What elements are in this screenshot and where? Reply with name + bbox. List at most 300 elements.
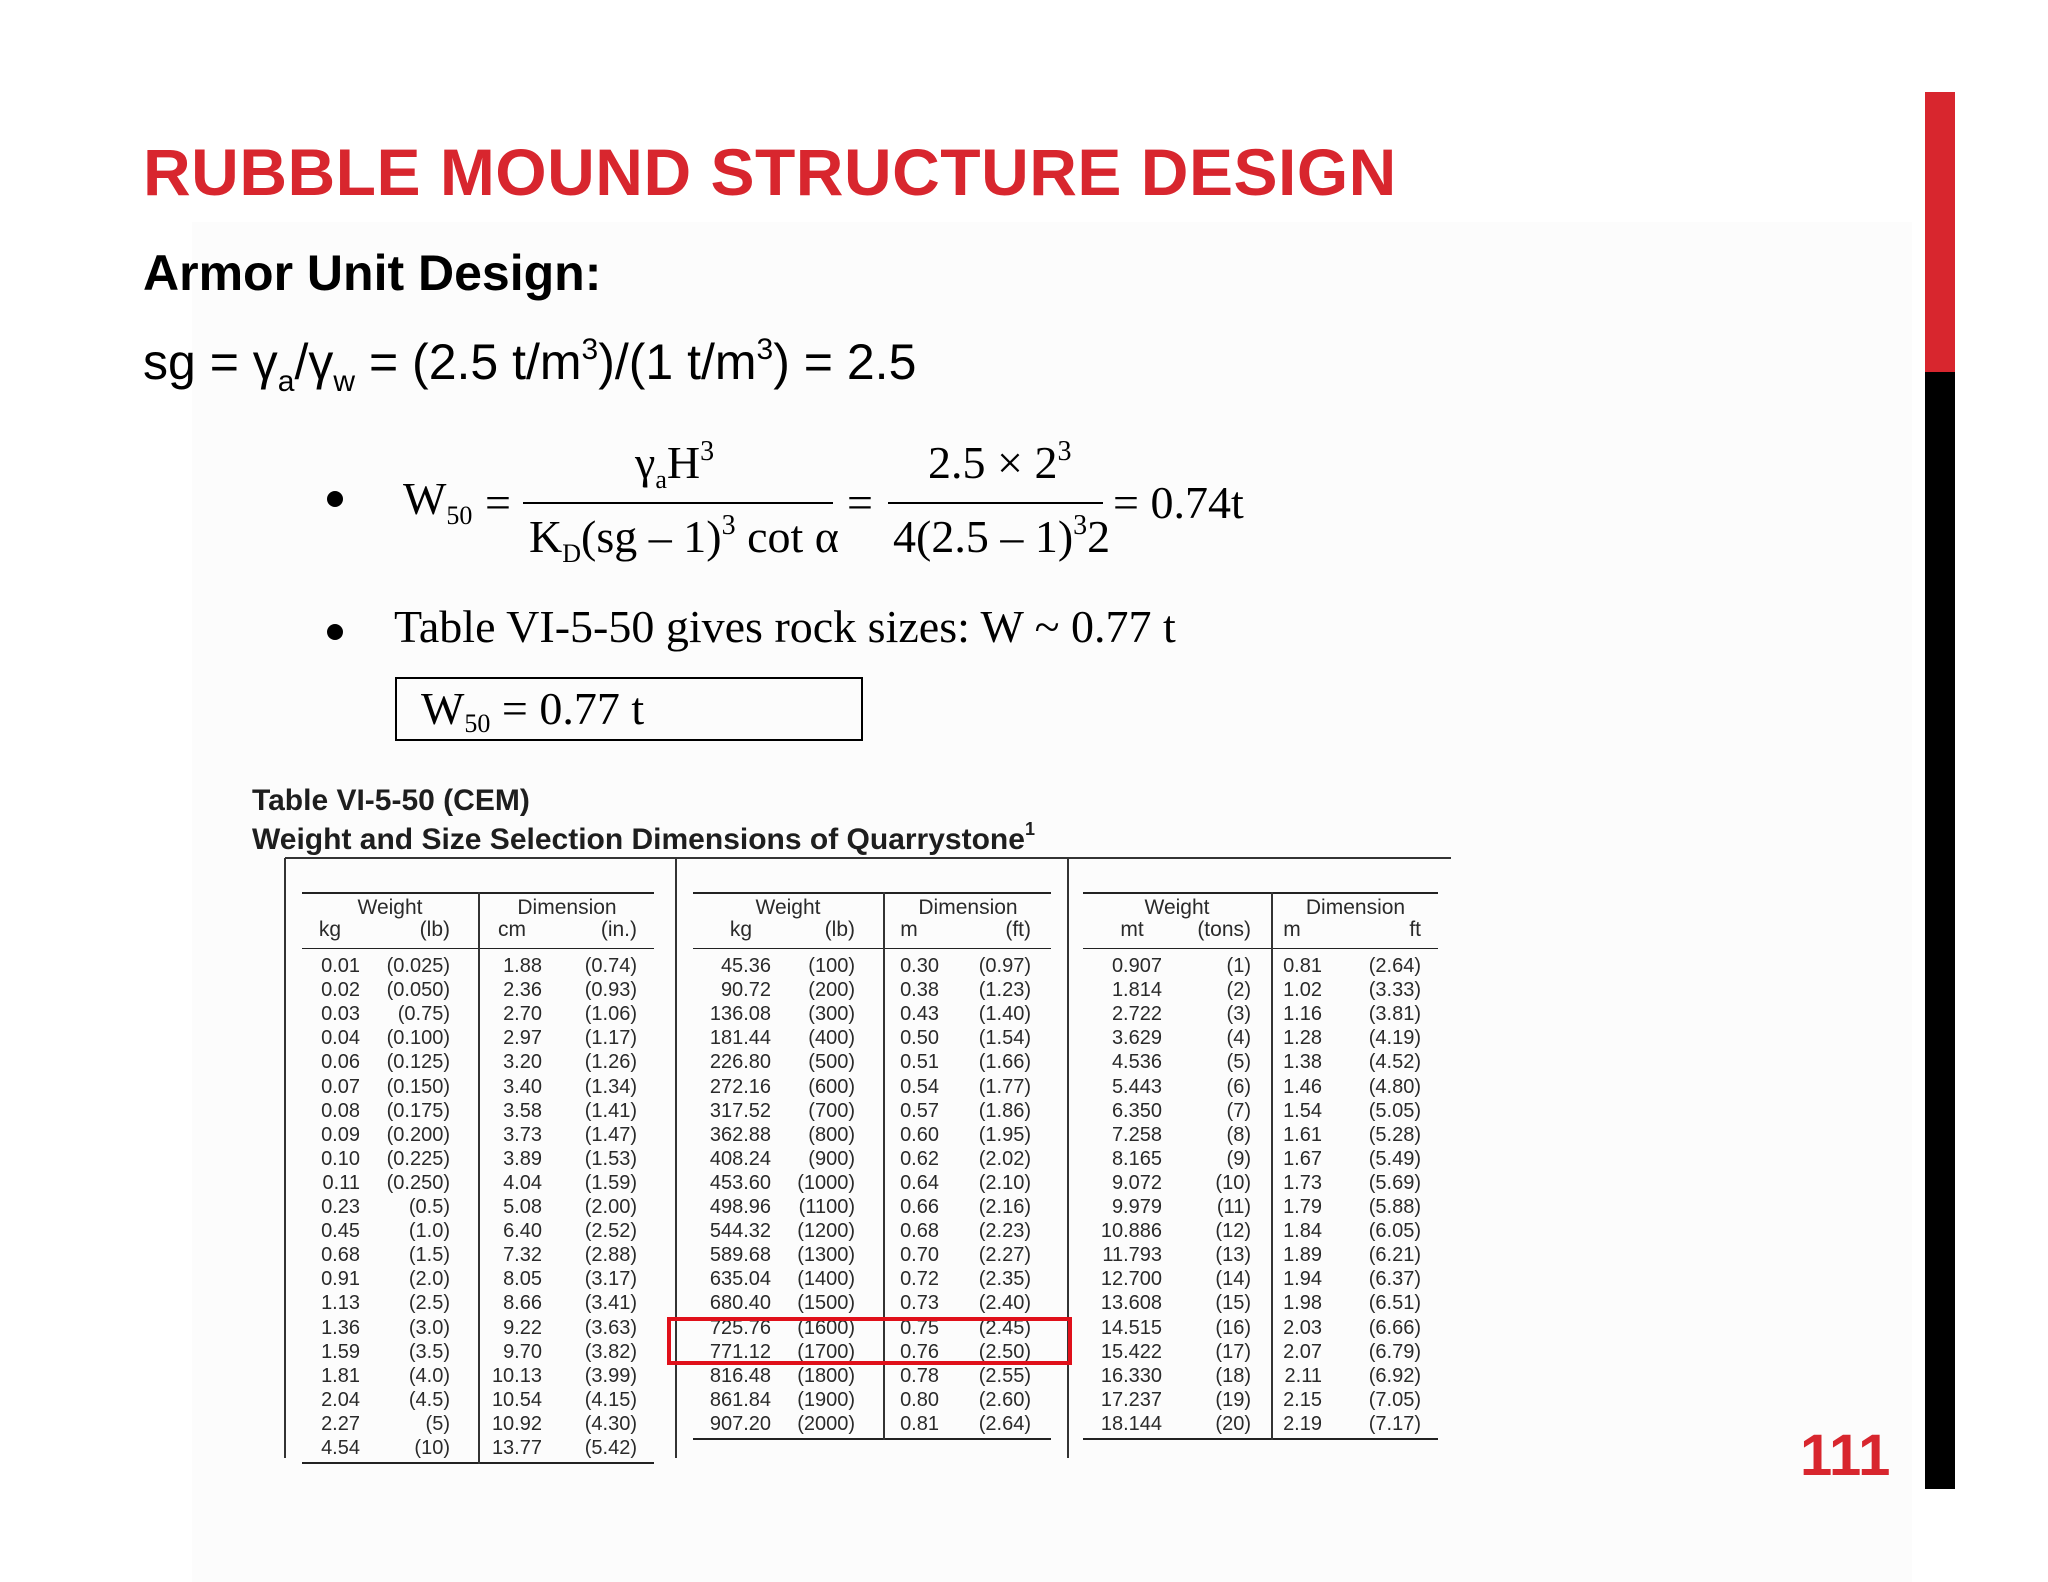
table-cell: 7.32 xyxy=(503,1244,542,1267)
table-left-border xyxy=(284,858,286,1458)
table-row xyxy=(1083,1195,1438,1219)
table-cell: 10.886 xyxy=(1100,1220,1162,1243)
table-cell: 0.907 xyxy=(1111,955,1162,977)
table-cell: (0.5) xyxy=(408,1196,450,1218)
table-cell: (3.0) xyxy=(408,1316,450,1339)
table-cell: 3.73 xyxy=(503,1123,542,1146)
table-cell: 0.51 xyxy=(900,1051,939,1074)
table-cell: 10.54 xyxy=(491,1388,542,1411)
table-row xyxy=(1083,1412,1438,1436)
eq-result: = 0.74t xyxy=(1113,477,1244,528)
table-cell: 181.44 xyxy=(709,1027,771,1050)
table-cell: (500) xyxy=(808,1051,855,1074)
table-cell: 2.07 xyxy=(1283,1340,1322,1363)
table-row xyxy=(693,1123,1051,1147)
result-box: $W_{50} = 0.77$ t xyxy=(395,677,863,741)
panel-divider xyxy=(675,858,677,1458)
table-cell: 0.04 xyxy=(321,1027,360,1050)
table-cell: (0.125) xyxy=(386,1051,450,1074)
table-cell: (900) xyxy=(808,1147,855,1170)
table-row xyxy=(302,1291,654,1315)
table-cell: (1.5) xyxy=(408,1244,450,1267)
table-cell: 13.608 xyxy=(1100,1292,1162,1315)
table-cell: (800) xyxy=(808,1123,855,1146)
table-cell: (1.77) xyxy=(978,1075,1031,1098)
table-panel xyxy=(302,892,654,1466)
sg-prefix: sg = γ xyxy=(143,334,278,390)
table-cell: 0.68 xyxy=(900,1220,939,1243)
table-cell: 1.02 xyxy=(1283,979,1322,1002)
table-cell: 2.97 xyxy=(503,1027,542,1050)
slide-title: RUBBLE MOUND STRUCTURE DESIGN xyxy=(143,135,1397,209)
table-cell: 0.11 xyxy=(322,1171,360,1194)
table-cell: 635.04 xyxy=(709,1268,771,1291)
table-row xyxy=(693,978,1051,1002)
table-cell: 0.81 xyxy=(900,1412,939,1435)
bullet-dot xyxy=(327,491,343,507)
table-cell: (6.37) xyxy=(1368,1268,1421,1291)
table-cell: (100) xyxy=(808,955,855,977)
table-cell: 9.072 xyxy=(1111,1171,1162,1194)
table-cell: 6.350 xyxy=(1111,1099,1162,1122)
table-cell: 17.237 xyxy=(1100,1388,1162,1411)
table-cell: (0.250) xyxy=(386,1171,450,1194)
table-cell: (20) xyxy=(1215,1412,1251,1435)
table-row xyxy=(1083,1388,1438,1412)
table-cell: 1.16 xyxy=(1283,1003,1322,1026)
table-cell: 0.75 xyxy=(900,1316,939,1339)
table-row xyxy=(1083,1171,1438,1195)
table-row xyxy=(302,1436,654,1460)
table-cell: (2.64) xyxy=(978,1412,1031,1435)
fraction-bar-2 xyxy=(888,502,1103,504)
table-cell: (13) xyxy=(1215,1244,1251,1267)
table-cell: 2.36 xyxy=(503,979,542,1002)
table-cell: 0.76 xyxy=(900,1340,939,1363)
eq-lhs: $W_{50}$ xyxy=(403,473,473,530)
table-cell: 4.04 xyxy=(503,1171,542,1194)
table-cell: 5.08 xyxy=(503,1196,542,1218)
table-cell: 16.330 xyxy=(1100,1364,1162,1387)
table-row xyxy=(693,1412,1051,1436)
table-cell: (15) xyxy=(1215,1292,1251,1315)
page-number: 111 xyxy=(1800,1423,1891,1488)
table-cell: (9) xyxy=(1226,1147,1251,1170)
table-cell: (6) xyxy=(1226,1075,1251,1098)
table-cell: 0.57 xyxy=(900,1099,939,1122)
table-caption-title: Weight and Size Selection Dimensions of Quarrystone$^1$ xyxy=(252,819,1035,856)
table-cell: (6.92) xyxy=(1368,1364,1421,1387)
table-cell: (6.66) xyxy=(1368,1316,1421,1339)
table-cell: (10) xyxy=(414,1437,450,1459)
table-row xyxy=(302,1316,654,1340)
group-header-dimension: Dimension xyxy=(918,896,1018,919)
table-row xyxy=(693,1364,1051,1388)
column-header: m xyxy=(1283,918,1301,941)
table-cell: 3.629 xyxy=(1111,1027,1162,1050)
table-cell: 1.79 xyxy=(1283,1196,1322,1218)
bullet-dot xyxy=(327,624,343,640)
table-cell: 7.258 xyxy=(1111,1123,1162,1146)
table-row xyxy=(1083,1026,1438,1050)
header-top-rule xyxy=(693,892,1051,894)
table-cell: (2.88) xyxy=(584,1244,637,1267)
table-row xyxy=(302,1388,654,1412)
fraction-bar-1 xyxy=(523,502,833,504)
table-cell: 8.66 xyxy=(503,1292,542,1315)
table-cell: 5.443 xyxy=(1111,1075,1162,1098)
table-cell: (12) xyxy=(1215,1220,1251,1243)
table-cell: (5) xyxy=(1226,1051,1251,1074)
table-cell: 408.24 xyxy=(709,1147,771,1170)
table-row xyxy=(693,954,1051,978)
table-cell: 13.77 xyxy=(491,1437,542,1459)
column-header: (in.) xyxy=(600,918,637,941)
table-row xyxy=(693,1147,1051,1171)
eq-equals-2: = xyxy=(847,477,873,528)
table-cell: (2.52) xyxy=(584,1220,637,1243)
table-cell: 0.30 xyxy=(900,955,939,977)
table-cell: (0.100) xyxy=(386,1027,450,1050)
table-cell: (1.66) xyxy=(978,1051,1031,1074)
table-cell: 2.04 xyxy=(321,1388,360,1411)
table-cell: 45.36 xyxy=(720,955,771,977)
table-row xyxy=(693,1171,1051,1195)
table-cell: 0.62 xyxy=(900,1147,939,1170)
table-cell: 1.94 xyxy=(1283,1268,1322,1291)
table-cell: (1.17) xyxy=(584,1027,637,1050)
table-cell: (1.06) xyxy=(584,1003,637,1026)
table-cell: 3.89 xyxy=(503,1147,542,1170)
table-cell: 0.07 xyxy=(321,1075,360,1098)
table-cell: (7) xyxy=(1226,1099,1251,1122)
table-cell: (2.45) xyxy=(978,1316,1031,1339)
hudson-equation xyxy=(395,436,1275,570)
table-cell: 1.13 xyxy=(321,1292,360,1315)
table-cell: 0.01 xyxy=(321,955,360,977)
table-row xyxy=(1083,1267,1438,1291)
table-cell: 0.09 xyxy=(321,1123,360,1146)
table-cell: 9.70 xyxy=(503,1340,542,1363)
group-header-weight: Weight xyxy=(755,896,821,919)
table-cell: (2.23) xyxy=(978,1220,1031,1243)
column-header: (ft) xyxy=(1005,918,1031,941)
table-cell: (1600) xyxy=(797,1316,855,1339)
table-cell: 1.36 xyxy=(321,1316,360,1339)
table-cell: (6.21) xyxy=(1368,1244,1421,1267)
table-row xyxy=(302,978,654,1002)
table-cell: (10) xyxy=(1215,1171,1251,1194)
table-cell: 10.13 xyxy=(491,1364,542,1387)
sg-mid: = (2.5 t/m xyxy=(355,334,582,390)
table-cell: (3.17) xyxy=(584,1268,637,1291)
side-accent-bar-black xyxy=(1925,372,1955,1489)
table-row xyxy=(302,1050,654,1074)
table-cell: 1.67 xyxy=(1283,1147,1322,1170)
table-cell: (0.97) xyxy=(978,955,1031,977)
table-cell: (4.5) xyxy=(408,1388,450,1411)
table-cell: (3.5) xyxy=(408,1340,450,1363)
table-row xyxy=(1083,1002,1438,1026)
table-cell: (2.60) xyxy=(978,1388,1031,1411)
panel-divider xyxy=(1067,858,1069,1458)
table-cell: (5.28) xyxy=(1368,1123,1421,1146)
table-cell: (14) xyxy=(1215,1268,1251,1291)
column-header: (lb) xyxy=(824,918,855,941)
table-cell: (5.05) xyxy=(1368,1099,1421,1122)
table-row xyxy=(1083,1364,1438,1388)
table-cell: 1.89 xyxy=(1283,1244,1322,1267)
table-cell: (300) xyxy=(808,1003,855,1026)
column-header: ft xyxy=(1409,918,1421,941)
table-cell: (19) xyxy=(1215,1388,1251,1411)
table-cell: 2.03 xyxy=(1283,1316,1322,1339)
table-cell: (1700) xyxy=(797,1340,855,1363)
table-row xyxy=(693,1195,1051,1219)
table-cell: 589.68 xyxy=(709,1244,771,1267)
table-cell: 9.22 xyxy=(503,1316,542,1339)
table-row xyxy=(1083,954,1438,978)
table-cell: 4.536 xyxy=(1111,1051,1162,1074)
table-cell: (1.54) xyxy=(978,1027,1031,1050)
table-cell: (2000) xyxy=(797,1412,855,1435)
table-cell: (0.75) xyxy=(397,1003,450,1026)
table-cell: 0.43 xyxy=(900,1003,939,1026)
table-cell: (2.27) xyxy=(978,1244,1031,1267)
table-row xyxy=(693,1291,1051,1315)
table-cell: (2.5) xyxy=(408,1292,450,1315)
table-cell: 3.58 xyxy=(503,1099,542,1122)
table-cell: (4.80) xyxy=(1368,1075,1421,1098)
table-cell: (3.63) xyxy=(584,1316,637,1339)
table-cell: 272.16 xyxy=(709,1075,771,1098)
table-cell: 226.80 xyxy=(709,1051,771,1074)
sg-slash: /γ xyxy=(294,334,334,390)
table-cell: 10.92 xyxy=(491,1412,542,1435)
eq-denominator-1: $K_D(sg - 1)^3$ cot α xyxy=(529,510,839,568)
table-cell: 1.59 xyxy=(321,1340,360,1363)
table-cell: (6.79) xyxy=(1368,1340,1421,1363)
table-cell: 14.515 xyxy=(1100,1316,1162,1339)
table-row xyxy=(302,1412,654,1436)
table-cell: 680.40 xyxy=(709,1292,771,1315)
table-cell: 1.88 xyxy=(503,955,542,977)
table-row xyxy=(1083,1050,1438,1074)
table-cell: (3.82) xyxy=(584,1340,637,1363)
table-row xyxy=(302,1219,654,1243)
selected-row-highlight xyxy=(667,1317,1072,1365)
table-cell: 15.422 xyxy=(1100,1340,1162,1363)
table-row xyxy=(302,1340,654,1364)
table-row xyxy=(693,1050,1051,1074)
table-cell: (8) xyxy=(1226,1123,1251,1146)
table-cell: 6.40 xyxy=(503,1220,542,1243)
table-cell: 4.54 xyxy=(321,1437,360,1459)
table-cell: (200) xyxy=(808,979,855,1002)
table-cell: (7.05) xyxy=(1368,1388,1421,1411)
table-row xyxy=(302,1243,654,1267)
table-cell: (1.59) xyxy=(584,1171,637,1194)
table-cell: 0.81 xyxy=(1283,955,1322,977)
table-cell: (1.23) xyxy=(978,979,1031,1002)
table-cell: (1.0) xyxy=(408,1220,450,1243)
table-cell: 90.72 xyxy=(720,979,771,1002)
table-cell: 453.60 xyxy=(709,1171,771,1194)
table-cell: (1.34) xyxy=(584,1075,637,1098)
table-cell: 362.88 xyxy=(709,1123,771,1146)
table-row xyxy=(302,1026,654,1050)
table-row xyxy=(693,1099,1051,1123)
table-row xyxy=(1083,1219,1438,1243)
table-row xyxy=(693,1002,1051,1026)
table-cell: 1.28 xyxy=(1283,1027,1322,1050)
table-cell: 0.66 xyxy=(900,1196,939,1218)
table-cell: 771.12 xyxy=(709,1340,771,1363)
table-cell: (2.50) xyxy=(978,1340,1031,1363)
table-cell: (1100) xyxy=(798,1196,855,1218)
table-cell: 0.06 xyxy=(321,1051,360,1074)
table-cell: (17) xyxy=(1215,1340,1251,1363)
table-cell: (4) xyxy=(1226,1027,1251,1050)
table-cell: (0.200) xyxy=(386,1123,450,1146)
table-row xyxy=(302,1075,654,1099)
table-cell: 0.45 xyxy=(321,1220,360,1243)
table-row xyxy=(1083,1291,1438,1315)
table-row xyxy=(302,1147,654,1171)
table-cell: (1500) xyxy=(797,1292,855,1315)
table-cell: (2.35) xyxy=(978,1268,1031,1291)
table-cell: 2.15 xyxy=(1283,1388,1322,1411)
table-row xyxy=(1083,1075,1438,1099)
table-cell: 498.96 xyxy=(709,1196,771,1218)
table-cell: 2.19 xyxy=(1283,1412,1322,1435)
group-header-weight: Weight xyxy=(357,896,423,919)
table-cell: 3.40 xyxy=(503,1075,542,1098)
sg-mid2: )/(1 t/m xyxy=(598,334,757,390)
table-cell: 0.08 xyxy=(321,1099,360,1122)
table-cell: 1.61 xyxy=(1283,1123,1322,1146)
table-row xyxy=(693,1075,1051,1099)
panel-bottom-rule xyxy=(1083,1438,1438,1440)
column-header: (lb) xyxy=(419,918,450,941)
table-cell: 725.76 xyxy=(709,1316,771,1339)
table-cell: 1.38 xyxy=(1283,1051,1322,1074)
table-cell: (5.42) xyxy=(584,1437,637,1459)
table-row xyxy=(1083,978,1438,1002)
section-subtitle: Armor Unit Design: xyxy=(143,245,602,301)
table-cell: (2.64) xyxy=(1368,955,1421,977)
table-cell: (6.51) xyxy=(1368,1292,1421,1315)
table-cell: 0.72 xyxy=(900,1268,939,1291)
table-cell: (2.40) xyxy=(978,1292,1031,1315)
column-header: m xyxy=(900,918,918,941)
table-cell: (4.0) xyxy=(408,1364,450,1387)
table-row xyxy=(1083,1123,1438,1147)
table-cell: 0.73 xyxy=(900,1292,939,1315)
table-cell: (2) xyxy=(1226,979,1251,1002)
eq-numerator-1: $\gamma_aH^3$ xyxy=(635,436,715,494)
table-cell: (3.99) xyxy=(584,1364,637,1387)
table-cell: (1400) xyxy=(797,1268,855,1291)
table-cell: 136.08 xyxy=(709,1003,771,1026)
table-cell: 0.02 xyxy=(321,979,360,1002)
table-cell: (600) xyxy=(808,1075,855,1098)
group-header-dimension: Dimension xyxy=(1305,896,1406,919)
table-cell: 2.11 xyxy=(1284,1364,1322,1387)
table-cell: (0.175) xyxy=(386,1099,450,1122)
group-header-weight: Weight xyxy=(1144,896,1210,919)
table-cell: (1.41) xyxy=(584,1099,637,1122)
table-row xyxy=(302,1171,654,1195)
group-header-dimension: Dimension xyxy=(517,896,617,919)
table-cell: (4.19) xyxy=(1368,1027,1421,1050)
table-row xyxy=(302,1123,654,1147)
table-cell: (1.86) xyxy=(978,1099,1031,1122)
table-cell: 1.73 xyxy=(1283,1171,1322,1194)
column-header: mt xyxy=(1120,918,1144,941)
column-header: kg xyxy=(729,918,753,941)
side-accent-bar-red xyxy=(1925,92,1955,372)
table-row xyxy=(302,1002,654,1026)
table-row xyxy=(693,1243,1051,1267)
eq-denominator-2: 4(2.5 – 1)$^3$2 xyxy=(893,510,1111,562)
table-cell: 0.50 xyxy=(900,1027,939,1050)
table-cell: 1.98 xyxy=(1283,1292,1322,1315)
eq-numerator-2: $2.5 \times 2^3$ xyxy=(928,436,1072,488)
table-cell: 2.722 xyxy=(1111,1003,1162,1026)
table-cell: (2.10) xyxy=(978,1171,1031,1194)
table-cell: (5.88) xyxy=(1368,1196,1421,1218)
table-cell: 317.52 xyxy=(709,1099,771,1122)
table-cell: (11) xyxy=(1216,1196,1251,1218)
table-cell: (4.52) xyxy=(1368,1051,1421,1074)
table-row xyxy=(302,1195,654,1219)
sg-sub-w: w xyxy=(333,365,356,398)
table-cell: (1) xyxy=(1226,955,1251,977)
specific-gravity-line xyxy=(143,333,916,399)
table-cell: (1300) xyxy=(797,1244,855,1267)
column-header: cm xyxy=(498,918,526,941)
table-cell: 544.32 xyxy=(709,1220,771,1243)
table-cell: 18.144 xyxy=(1100,1412,1162,1435)
table-cell: (0.050) xyxy=(386,979,450,1002)
table-cell: (3) xyxy=(1226,1003,1251,1026)
table-cell: (5.69) xyxy=(1368,1171,1421,1194)
table-row xyxy=(693,1219,1051,1243)
column-header: kg xyxy=(318,918,342,941)
table-cell: (1.40) xyxy=(978,1003,1031,1026)
table-cell: 0.54 xyxy=(900,1075,939,1098)
table-cell: 0.23 xyxy=(321,1196,360,1218)
table-cell: (1.95) xyxy=(978,1123,1031,1146)
table-cell: 907.20 xyxy=(709,1412,771,1435)
table-cell: (1900) xyxy=(797,1388,855,1411)
sg-sub-a: a xyxy=(277,365,295,398)
table-row xyxy=(1083,1099,1438,1123)
table-cell: (1.26) xyxy=(584,1051,637,1074)
eq-equals-1: = xyxy=(485,477,511,528)
column-header: (tons) xyxy=(1197,918,1251,941)
table-row xyxy=(302,1099,654,1123)
table-row xyxy=(693,1026,1051,1050)
table-row xyxy=(302,954,654,978)
table-cell: (1000) xyxy=(797,1171,855,1194)
table-cell: 816.48 xyxy=(709,1364,771,1387)
table-row xyxy=(1083,1340,1438,1364)
table-cell: 8.05 xyxy=(503,1268,542,1291)
table-cell: 0.91 xyxy=(321,1268,360,1291)
table-reference-text: Table VI-5-50 gives rock sizes: W ~ 0.77 t xyxy=(394,601,1176,652)
